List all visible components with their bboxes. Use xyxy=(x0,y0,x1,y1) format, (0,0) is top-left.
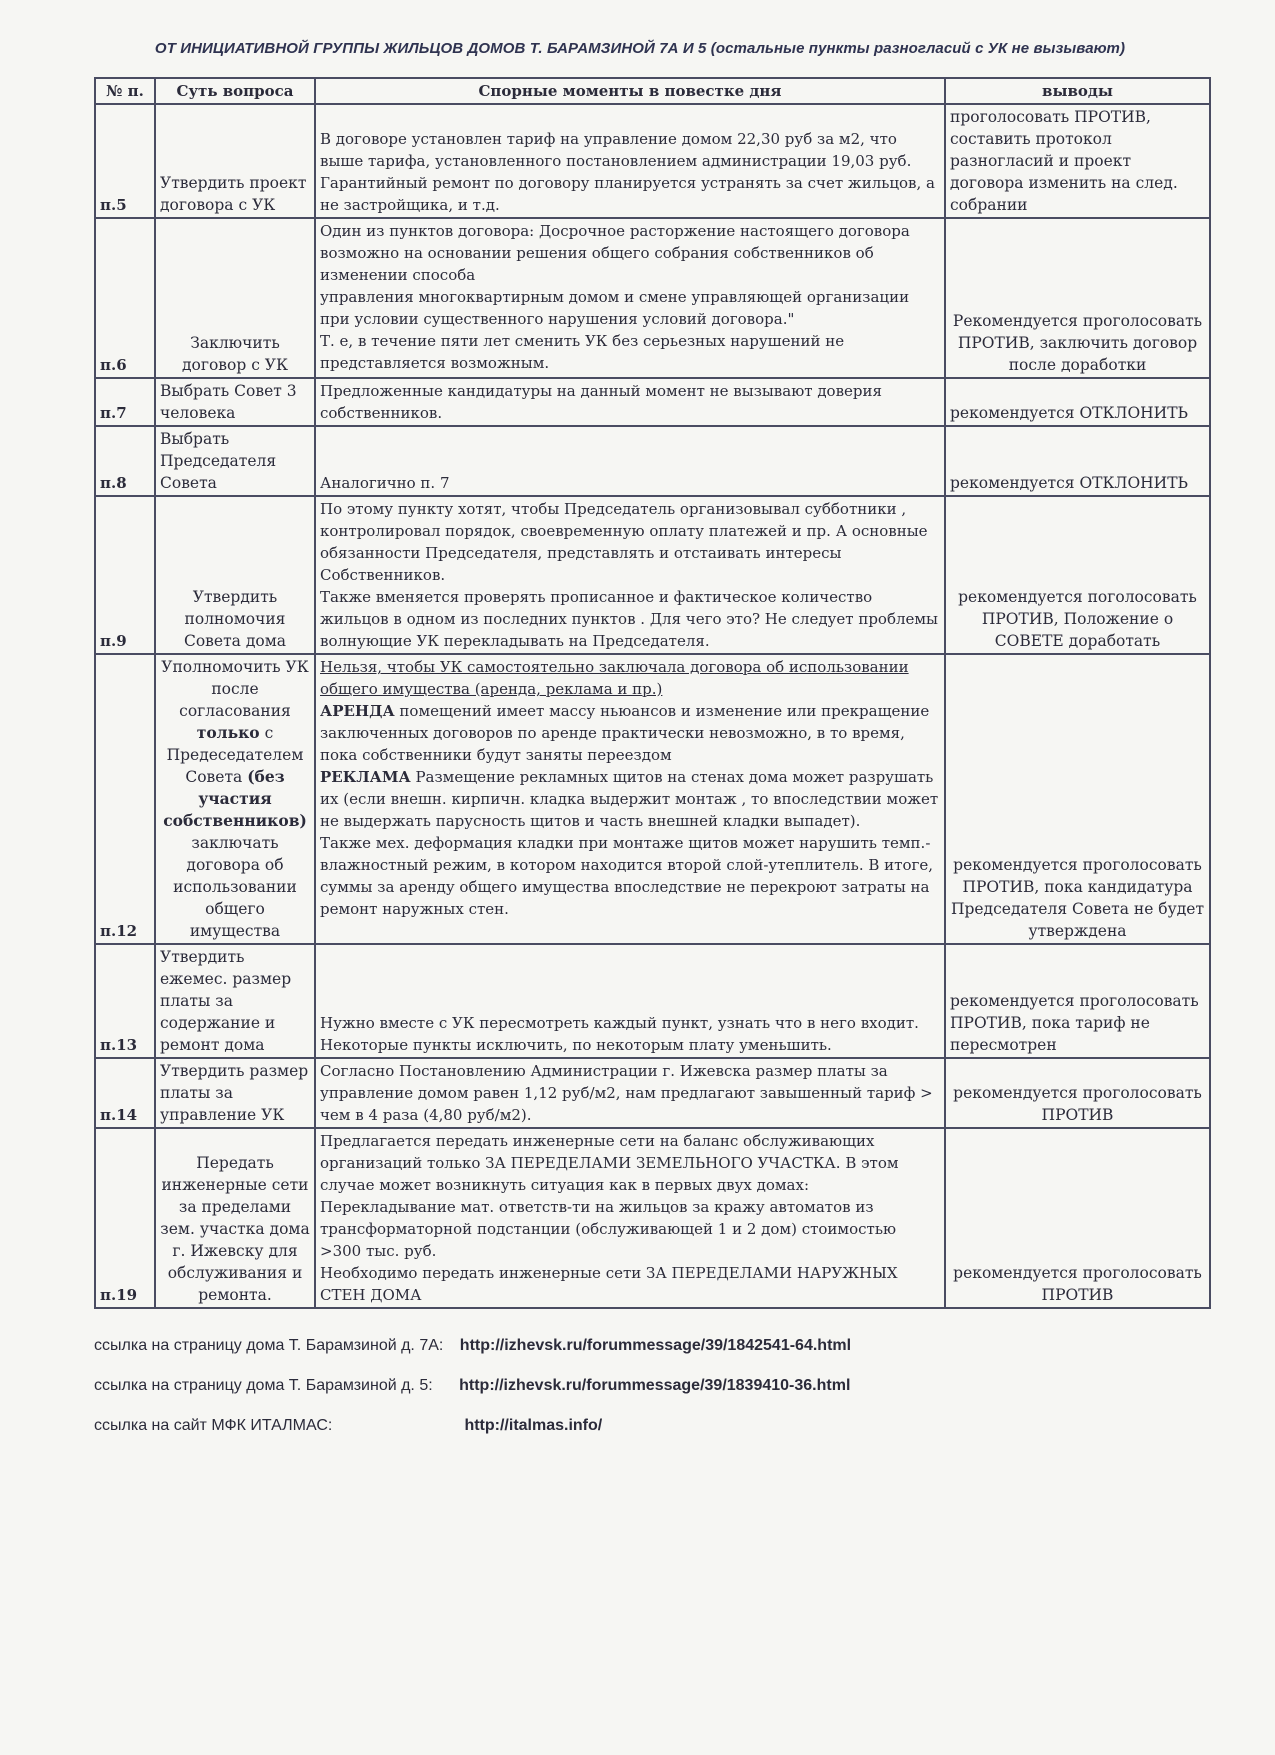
link-line-5 xyxy=(94,1377,850,1395)
row-issue: Утвердить размер платы за управление УК xyxy=(155,1058,315,1128)
dispute-text: Аналогично п. 7 xyxy=(320,474,450,492)
table-row xyxy=(95,104,1210,218)
dispute-text: По этому пункту хотят, чтобы Председатель организовывал субботники , контролировал порядок, своевременную оплату платежей и пр. А основные обязанности Председателя, представлять и отстаивать интересы Собственников. xyxy=(320,500,928,584)
table-row xyxy=(95,1128,1210,1308)
link-line-italmas xyxy=(94,1417,602,1435)
table-row xyxy=(95,944,1210,1058)
row-issue: Утвердить проект договора с УК xyxy=(155,104,315,218)
row-number: п.5 xyxy=(95,104,155,218)
row-issue: Передать инженерные сети за пределами зем. участка дома г. Ижевску для обслуживания и ремонта. xyxy=(155,1128,315,1308)
table-row xyxy=(95,218,1210,378)
row-conclusion: рекомендуется проголосовать ПРОТИВ, пока кандидатура Председателя Совета не будет утверждена xyxy=(945,654,1210,944)
dispute-text: Нельзя, чтобы УК самостоятельно заключала договора об использовании общего имущества (аренда, реклама и пр.) xyxy=(320,658,909,698)
row-number: п.19 xyxy=(95,1128,155,1308)
row-issue: Заключить договор с УК xyxy=(155,218,315,378)
dispute-text: Нужно вместе с УК пересмотреть каждый пункт, узнать что в него входит. Некоторые пункты исключить, по некоторым плату уменьшить. xyxy=(320,1014,919,1054)
dispute-text: помещений имеет массу ньюансов и изменение или прекращение заключенных договоров по аренде практически невозможно, в то время, пока собственники будут заняты переездом xyxy=(320,702,930,764)
col-header-issue: Суть вопроса xyxy=(155,78,315,104)
row-number: п.8 xyxy=(95,426,155,496)
issue-text: Уполномочить УК после согласования xyxy=(161,658,309,720)
dispute-text: В договоре установлен тариф на управление домом 22,30 руб за м2, что выше тарифа, установленного постановлением администрации 19,03 руб. Гарантийный ремонт по договору планируется устранять за счет жильцов, а не застройщика, и т.д. xyxy=(320,130,935,214)
link-url-5[interactable]: http://izhevsk.ru/forummessage/39/1839410-36.html xyxy=(459,1377,851,1394)
row-issue: Утвердить полномочия Совета дома xyxy=(155,496,315,654)
col-header-number: № п. xyxy=(95,78,155,104)
table-row xyxy=(95,496,1210,654)
row-issue xyxy=(155,654,315,944)
row-dispute xyxy=(315,654,945,944)
link-label: ссылка на сайт МФК ИТАЛМАС: xyxy=(94,1417,333,1434)
link-url-italmas[interactable]: http://italmas.info/ xyxy=(464,1417,603,1434)
row-number: п.7 xyxy=(95,378,155,426)
dispute-bold-label: АРЕНДА xyxy=(320,702,395,720)
row-number: п.13 xyxy=(95,944,155,1058)
row-dispute xyxy=(315,426,945,496)
row-number: п.9 xyxy=(95,496,155,654)
dispute-text: управления многоквартирным домом и смене управляющей организации при условии существенного нарушения условий договора." xyxy=(320,288,910,328)
row-conclusion: Рекомендуется проголосовать ПРОТИВ, заключить договор после доработки xyxy=(945,218,1210,378)
row-dispute xyxy=(315,496,945,654)
row-conclusion: рекомендуется ОТКЛОНИТЬ xyxy=(945,426,1210,496)
disputes-table xyxy=(94,77,1211,1309)
dispute-text: Необходимо передать инженерные сети ЗА ПЕРЕДЕЛАМИ НАРУЖНЫХ СТЕН ДОМА xyxy=(320,1264,898,1304)
row-conclusion: рекомендуется проголосовать ПРОТИВ xyxy=(945,1128,1210,1308)
row-conclusion: рекомендуется ОТКЛОНИТЬ xyxy=(945,378,1210,426)
link-label: ссылка на страницу дома Т. Барамзиной д. 5: xyxy=(94,1377,433,1394)
row-dispute xyxy=(315,104,945,218)
dispute-text: Перекладывание мат. ответств-ти на жильцов за кражу автоматов из трансформаторной подстанции (обслуживающей 1 и 2 дом) стоимостью >300 тыс. руб. xyxy=(320,1198,897,1260)
link-label: ссылка на страницу дома Т. Барамзиной д. 7А: xyxy=(94,1337,444,1354)
issue-text: заключать договора об использовании общего имущества xyxy=(173,834,297,940)
document-title: ОТ ИНИЦИАТИВНОЙ ГРУППЫ ЖИЛЬЦОВ ДОМОВ Т. БАРАМЗИНОЙ 7А И 5 (остальные пункты разногласий с УК не вызывают) xyxy=(154,40,1126,57)
link-url-7a[interactable]: http://izhevsk.ru/forummessage/39/1842541-64.html xyxy=(459,1337,852,1354)
dispute-paragraph xyxy=(320,766,940,832)
table-row xyxy=(95,378,1210,426)
row-number: п.14 xyxy=(95,1058,155,1128)
issue-bold-text: (без участия собственников) xyxy=(163,767,307,830)
dispute-text: Согласно Постановлению Администрации г. Ижевска размер платы за управление домом равен 1,12 руб/м2, нам предлагают завышенный тариф > чем в 4 раза (4,80 руб/м2). xyxy=(320,1062,933,1124)
dispute-bold-label: РЕКЛАМА xyxy=(320,768,411,786)
link-line-7a xyxy=(94,1337,851,1355)
issue-text: с Предеседателем Совета xyxy=(166,724,304,786)
row-number: п.12 xyxy=(95,654,155,944)
row-dispute xyxy=(315,218,945,378)
row-conclusion: рекомендуется поголосовать ПРОТИВ, Положение о СОВЕТЕ доработать xyxy=(945,496,1210,654)
dispute-text: Размещение рекламных щитов на стенах дома может разрушать их (если внешн. кирпичн. кладка выдержит монтаж , то впоследствии может не выдержать парусность щитов и часть внешней кладки выпадет). xyxy=(320,768,939,830)
row-dispute xyxy=(315,1128,945,1308)
row-issue: Выбрать Совет 3 человека xyxy=(155,378,315,426)
row-number: п.6 xyxy=(95,218,155,378)
dispute-text: Также мех. деформация кладки при монтаже щитов может нарушить темп.-влажностный режим, в котором находится второй слой-утеплитель. В итоге, суммы за аренду общего имущества впоследствие не перекроют затраты на ремонт наружных стен. xyxy=(320,834,933,918)
table-row xyxy=(95,426,1210,496)
dispute-paragraph xyxy=(320,700,940,766)
row-issue: Выбрать Председателя Совета xyxy=(155,426,315,496)
row-dispute xyxy=(315,1058,945,1128)
col-header-dispute: Спорные моменты в повестке дня xyxy=(315,78,945,104)
row-conclusion: рекомендуется проголосовать ПРОТИВ, пока тариф не пересмотрен xyxy=(945,944,1210,1058)
row-issue: Утвердить ежемес. размер платы за содержание и ремонт дома xyxy=(155,944,315,1058)
row-dispute xyxy=(315,944,945,1058)
dispute-text: Т. е, в течение пяти лет сменить УК без серьезных нарушений не представляется возможным. xyxy=(320,332,845,372)
row-dispute xyxy=(315,378,945,426)
table-row xyxy=(95,1058,1210,1128)
table-header-row xyxy=(95,78,1210,104)
dispute-text: Предлагается передать инженерные сети на баланс обслуживающих организаций только ЗА ПЕРЕДЕЛАМИ ЗЕМЕЛЬНОГО УЧАСТКА. В этом случае может возникнуть ситуация как в первых двух домах: xyxy=(320,1132,899,1194)
dispute-text: Предложенные кандидатуры на данный момент не вызывают доверия собственников. xyxy=(320,382,882,422)
col-header-conclusion: выводы xyxy=(945,78,1210,104)
row-conclusion: проголосовать ПРОТИВ, составить протокол разногласий и проект договора изменить на след. собрании xyxy=(945,104,1210,218)
table-row xyxy=(95,654,1210,944)
dispute-text: Также вменяется проверять прописанное и фактическое количество жильцов в одном из последних пунктов . Для чего это? Не следует проблемы волнующие УК перекладывать на Председателя. xyxy=(320,588,938,650)
dispute-text: Один из пунктов договора: Досрочное расторжение настоящего договора возможно на основании решения общего собрания собственников об изменении способа xyxy=(320,222,910,284)
row-conclusion: рекомендуется проголосовать ПРОТИВ xyxy=(945,1058,1210,1128)
issue-bold-text: только xyxy=(196,723,260,742)
